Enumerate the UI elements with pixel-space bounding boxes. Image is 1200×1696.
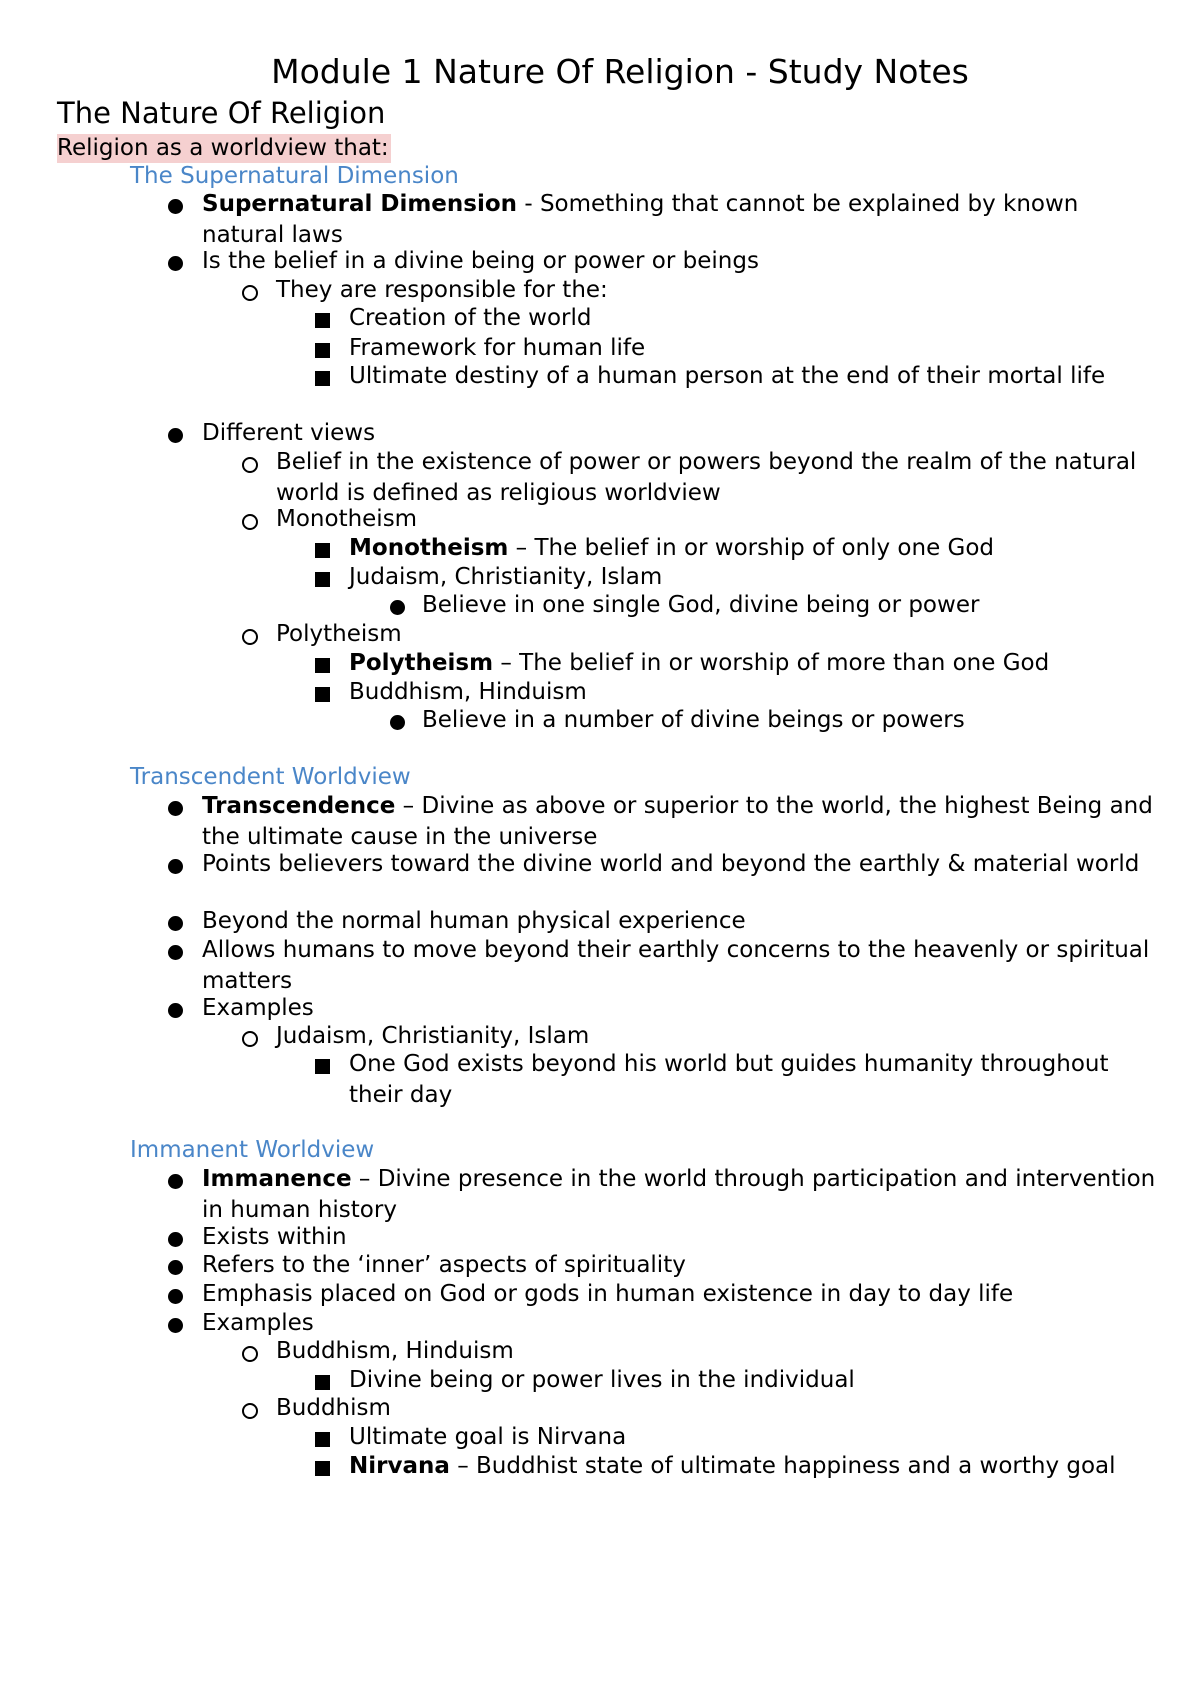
bullet-disc-icon bbox=[168, 428, 183, 443]
item-text: Ultimate goal is Nirvana bbox=[349, 1424, 627, 1450]
bullet-square-icon bbox=[315, 1432, 330, 1447]
item-text: Emphasis placed on God or gods in human existence in day to day life bbox=[202, 1281, 1014, 1307]
section-heading: The Supernatural Dimension bbox=[130, 163, 459, 189]
bullet-disc-icon bbox=[168, 945, 183, 960]
bullet-disc-icon bbox=[390, 715, 405, 730]
item-text: Examples bbox=[202, 1310, 314, 1336]
item-text: One God exists beyond his world but guides humanity throughout their day bbox=[349, 1051, 1109, 1108]
term-label: Monotheism bbox=[349, 535, 509, 561]
bullet-square-icon bbox=[315, 313, 330, 328]
term-label: Polytheism bbox=[349, 650, 494, 676]
bullet-square-icon bbox=[315, 687, 330, 702]
item-text: Buddhism, Hinduism bbox=[349, 679, 587, 705]
list-item bbox=[202, 1222, 1160, 1253]
item-text: Divine being or power lives in the individual bbox=[349, 1367, 855, 1393]
list-item bbox=[349, 303, 1160, 334]
bullet-disc-icon bbox=[168, 916, 183, 931]
list-item bbox=[202, 1250, 1160, 1281]
list-item bbox=[276, 619, 1160, 650]
bullet-square-icon bbox=[315, 543, 330, 558]
item-text: Judaism, Christianity, Islam bbox=[349, 564, 663, 590]
list-item bbox=[202, 189, 1160, 251]
list-item bbox=[349, 1451, 1160, 1482]
bullet-circle-icon bbox=[242, 457, 258, 473]
list-item bbox=[202, 1164, 1160, 1226]
bullet-square-icon bbox=[315, 572, 330, 587]
list-item bbox=[349, 677, 1160, 708]
bullet-disc-icon bbox=[168, 1289, 183, 1304]
bullet-square-icon bbox=[315, 1461, 330, 1476]
list-item bbox=[276, 1336, 1160, 1367]
list-item bbox=[276, 447, 1160, 509]
bullet-disc-icon bbox=[168, 1232, 183, 1247]
item-text: – The belief in or worship of more than one God bbox=[493, 650, 1050, 676]
bullet-circle-icon bbox=[242, 285, 258, 301]
item-text: Belief in the existence of power or powers beyond the realm of the natural world is defined as religious worldview bbox=[276, 449, 1137, 506]
bullet-square-icon bbox=[315, 1375, 330, 1390]
section-heading: Transcendent Worldview bbox=[130, 764, 411, 790]
list-item bbox=[349, 562, 1160, 593]
bullet-circle-icon bbox=[242, 1346, 258, 1362]
term-label: Nirvana bbox=[349, 1453, 450, 1479]
term-label: Immanence bbox=[202, 1166, 352, 1192]
document-subtitle: The Nature Of Religion bbox=[57, 96, 386, 130]
item-text: – Divine as above or superior to the world, the highest Being and the ultimate cause in the universe bbox=[202, 793, 1153, 850]
item-text: Creation of the world bbox=[349, 305, 592, 331]
item-text: Buddhism bbox=[276, 1395, 391, 1421]
item-text: – Divine presence in the world through participation and intervention in human history bbox=[202, 1166, 1156, 1223]
bullet-circle-icon bbox=[242, 629, 258, 645]
bullet-square-icon bbox=[315, 658, 330, 673]
bullet-disc-icon bbox=[168, 1174, 183, 1189]
list-item bbox=[202, 935, 1160, 997]
item-text: Examples bbox=[202, 995, 314, 1021]
bullet-disc-icon bbox=[168, 1003, 183, 1018]
list-item bbox=[422, 590, 1160, 621]
item-text: Ultimate destiny of a human person at the end of their mortal life bbox=[349, 363, 1106, 389]
bullet-square-icon bbox=[315, 343, 330, 358]
item-text: Refers to the ‘inner’ aspects of spirituality bbox=[202, 1252, 686, 1278]
bullet-square-icon bbox=[315, 371, 330, 386]
list-item bbox=[202, 906, 1160, 937]
item-text: Believe in a number of divine beings or powers bbox=[422, 707, 965, 733]
item-text: Believe in one single God, divine being or power bbox=[422, 592, 980, 618]
list-item bbox=[349, 648, 1160, 679]
item-text: - Something that cannot be explained by known natural laws bbox=[202, 191, 1079, 248]
bullet-disc-icon bbox=[168, 1260, 183, 1275]
list-item bbox=[422, 705, 1160, 736]
bullet-disc-icon bbox=[390, 600, 405, 615]
list-item bbox=[202, 993, 1160, 1024]
list-item bbox=[202, 1308, 1160, 1339]
item-text: Beyond the normal human physical experience bbox=[202, 908, 746, 934]
list-item bbox=[349, 333, 1160, 364]
list-item bbox=[349, 1049, 1160, 1111]
list-item bbox=[202, 791, 1160, 853]
item-text: Allows humans to move beyond their earthly concerns to the heavenly or spiritual matters bbox=[202, 937, 1150, 994]
bullet-circle-icon bbox=[242, 514, 258, 530]
list-item bbox=[202, 849, 1160, 880]
item-text: Polytheism bbox=[276, 621, 402, 647]
list-item bbox=[202, 418, 1160, 449]
bullet-disc-icon bbox=[168, 859, 183, 874]
document-title: Module 1 Nature Of Religion - Study Notes bbox=[271, 52, 969, 91]
highlighted-intro: Religion as a worldview that: bbox=[57, 135, 389, 161]
item-text: – Buddhist state of ultimate happiness and a worthy goal bbox=[449, 1453, 1116, 1479]
list-item bbox=[349, 1365, 1160, 1396]
item-text: Monotheism bbox=[276, 506, 418, 532]
list-item bbox=[349, 533, 1160, 564]
bullet-disc-icon bbox=[168, 256, 183, 271]
item-text: Exists within bbox=[202, 1224, 347, 1250]
list-item bbox=[276, 275, 1160, 306]
bullet-disc-icon bbox=[168, 1318, 183, 1333]
item-text: – The belief in or worship of only one God bbox=[508, 535, 995, 561]
list-item bbox=[276, 1393, 1160, 1424]
bullet-circle-icon bbox=[242, 1403, 258, 1419]
bullet-disc-icon bbox=[168, 199, 183, 214]
list-item bbox=[202, 246, 1160, 277]
term-label: Transcendence bbox=[202, 793, 396, 819]
item-text: Points believers toward the divine world and beyond the earthly & material world bbox=[202, 851, 1140, 877]
section-heading: Immanent Worldview bbox=[130, 1137, 375, 1163]
item-text: Judaism, Christianity, Islam bbox=[276, 1023, 590, 1049]
bullet-square-icon bbox=[315, 1059, 330, 1074]
item-text: They are responsible for the: bbox=[276, 277, 608, 303]
bullet-circle-icon bbox=[242, 1031, 258, 1047]
list-item bbox=[349, 361, 1160, 392]
list-item bbox=[276, 1021, 1160, 1052]
item-text: Is the belief in a divine being or power or beings bbox=[202, 248, 759, 274]
bullet-disc-icon bbox=[168, 801, 183, 816]
list-item bbox=[349, 1422, 1160, 1453]
list-item bbox=[202, 1279, 1160, 1310]
term-label: Supernatural Dimension bbox=[202, 191, 518, 217]
list-item bbox=[276, 504, 1160, 535]
item-text: Buddhism, Hinduism bbox=[276, 1338, 514, 1364]
item-text: Different views bbox=[202, 420, 376, 446]
item-text: Framework for human life bbox=[349, 335, 646, 361]
